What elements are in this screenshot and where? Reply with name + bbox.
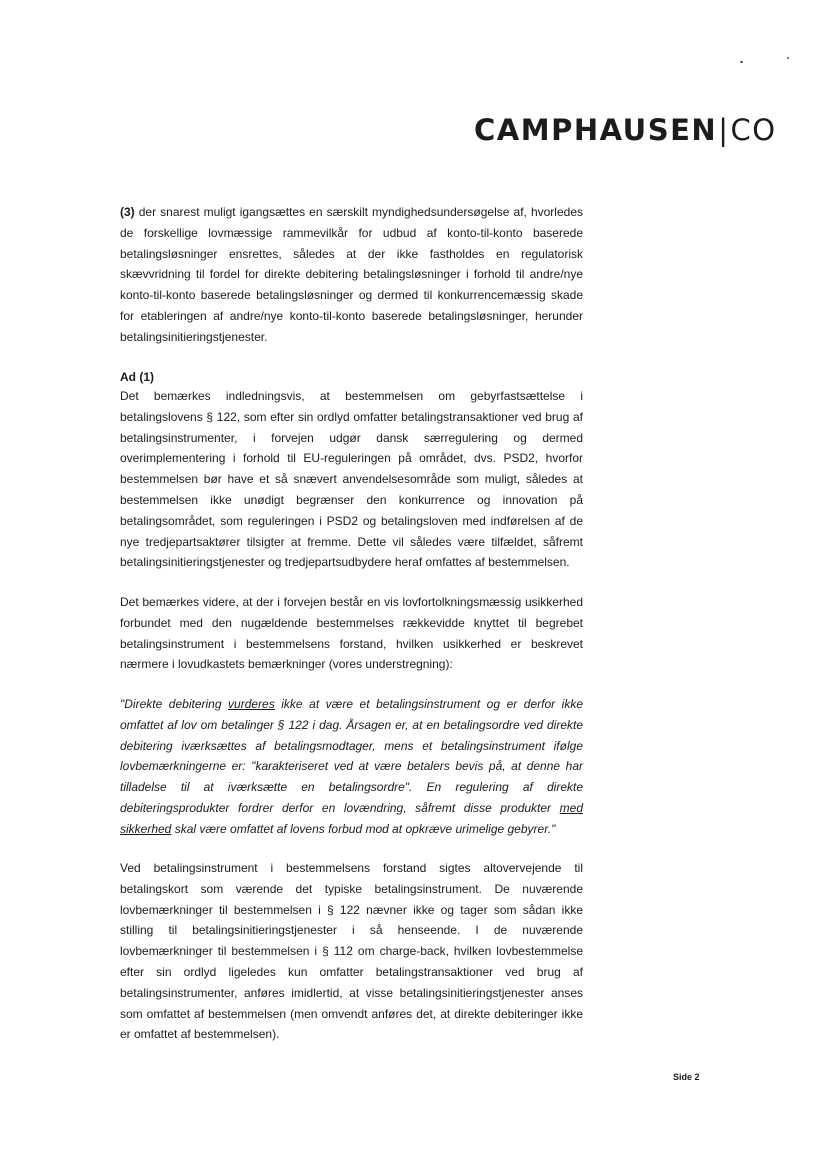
betalingsinstrument-text: Ved betalingsinstrument i bestemmelsens forstand sigtes altovervejende til betalingskort som værende det typiske betalingsinstrument. De nuværende lovbemærkninger til bestemmelsen i § 122 nævner ikke og tager som sådan ikke stilling til betalingsinitieringstjenester i så henseende. I de nuværende lovbemærkninger til bestemmelsen i § 112 om charge-back, hvilken lovbestemmelse efter sin ordlyd ligeledes kun omfatter betalingstransaktioner ved brug af betalingsinstrumenter, anføres imidlertid, at visse betalingsinitieringstjenester anses som omfattet af bestemmelsen (men omvendt anføres det, at direkte debiteringer ikke er omfattet af bestemmelsen). — [120, 861, 583, 1042]
uncertainty-text: Det bemærkes videre, at der i forvejen består en vis lovfortolkningsmæssig usikkerhed forbundet med den nugældende bestemmelses rækkevidde knyttet til begrebet betalingsinstrument i bestemmelsens forstand, hvilken usikkerhed er beskrevet nærmere i lovudkastets bemærkninger (vores understregning): — [120, 595, 583, 672]
paragraph-ad1 — [120, 386, 583, 573]
block-quote — [120, 694, 583, 840]
page-number: Side 2 — [673, 1072, 700, 1082]
paragraph-uncertainty — [120, 592, 583, 675]
quote-part-2: ikke at være et betalingsinstrument og er derfor ikke omfattet af lov om betalinger § 122 i dag. Årsagen er, at en betalingsordre ved direkte debitering iværksættes af betalingsmodtager, mens et betalingsinstrument ifølge lovbemærkningerne er: "karakteriseret ved at være betalers bevis på, at denne har tilladelse til at iværksætte en betalingsordre". En regulering af direkte debiteringsprodukter fordrer derfor en lovændring, såfremt disse produkter — [120, 697, 583, 815]
ad1-text: Det bemærkes indledningsvis, at bestemmelsen om gebyrfastsættelse i betalingslovens § 122, som efter sin ordlyd omfatter betalingstransaktioner ved brug af betalingsinstrumenter, i forvejen udgør dansk særregulering og dermed overimplementering i forhold til EU-reguleringen på området, dvs. PSD2, hvorfor bestemmelsen bør have et så snævert anvendelsesområde som muligt, således at bestemmelsen ikke unødigt begrænser den konkurrence og innovation på betalingsområdet, som reguleringen i PSD2 og betalingsloven med indførelsen af de nye tredjepartsaktører tilsigter at fremme. Dette vil således være tilfældet, såfremt betalingsinitieringstjenester og tredjepartsudbydere heraf omfattes af bestemmelsen. — [120, 389, 583, 570]
quote-underline-2: med sikkerhed — [120, 800, 583, 836]
paragraph-item-3 — [120, 202, 583, 348]
quote-underline-1: vurderes — [228, 697, 275, 711]
quote-part-1: "Direkte debitering — [120, 697, 229, 711]
scan-speck — [787, 57, 789, 59]
logo-separator: | — [718, 113, 730, 147]
logo-secondary-text: CO — [730, 113, 777, 147]
scan-speck — [740, 61, 743, 63]
logo-primary-text: CAMPHAUSEN — [474, 113, 718, 147]
item-3-text: der snarest muligt igangsættes en særskilt myndighedsundersøgelse af, hvorledes de forskellige lovmæssige rammevilkår for udbud af konto-til-konto baserede betalingsløsninger ensrettes, således at der ikke fastholdes en regulatorisk skævvridning til fordel for direkte debitering betalingsløsninger i forhold til andre/nye konto-til-konto baserede betalingsløsninger og dermed til konkurrencemæssig skade for etableringen af andre/nye konto-til-konto baserede betalingsløsninger, herunder betalingsinitieringstjenester. — [120, 205, 583, 344]
paragraph-betalingsinstrument — [120, 858, 583, 1045]
item-marker: (3) — [120, 205, 135, 219]
section-heading-ad1: Ad (1) — [120, 370, 154, 384]
quote-part-3: skal være omfattet af lovens forbud mod at opkræve urimelige gebyrer." — [171, 821, 556, 836]
company-logo — [474, 113, 777, 147]
